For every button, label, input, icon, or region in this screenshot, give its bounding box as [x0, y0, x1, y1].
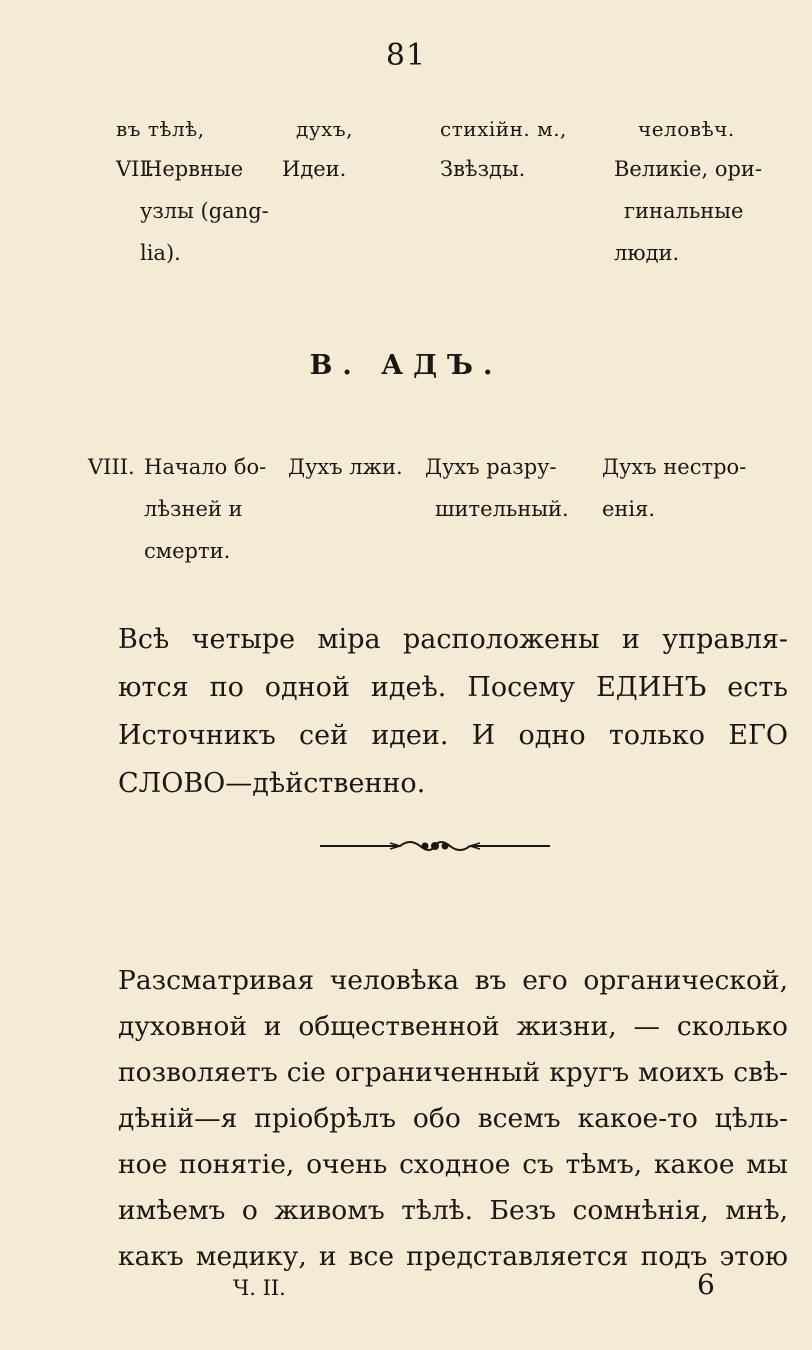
cell-line: Нервные	[144, 157, 244, 181]
cell-line: смерти.	[144, 539, 231, 563]
sheet-number: 6	[697, 1268, 715, 1301]
table-header-cell: человѣч.	[638, 117, 735, 141]
paragraph-line: ное понятіе, очень сходное съ тѣмъ, какое мы	[118, 1149, 788, 1180]
section-title: B. АДЪ.	[309, 350, 503, 381]
cell-line: Духъ разру-	[425, 455, 557, 479]
paragraph-line: Всѣ четыре міра расположены и управля-	[118, 624, 788, 655]
table-cell-organ	[140, 148, 269, 274]
cell-line: лѣзней и	[144, 497, 243, 521]
paragraph-line: дѣній—я пріобрѣлъ обо всемъ какое-то цѣль-	[118, 1103, 788, 1134]
cell-line: шительный.	[435, 497, 569, 521]
cell-line: Идеи.	[282, 157, 347, 181]
paragraph-four-worlds	[118, 616, 788, 808]
table-cell-spirit	[282, 148, 346, 190]
cell-line: енія.	[602, 497, 656, 521]
paragraph-body	[118, 958, 788, 1280]
cell-line: Великіе, ори-	[614, 157, 762, 181]
paragraph-line: СЛОВО—дѣйственно.	[118, 768, 426, 799]
table-cell-elemental	[440, 148, 525, 190]
cell-line: узлы (gang-	[140, 199, 269, 223]
cell-line: гинальные	[624, 199, 744, 223]
paragraph-line: духовной и общественной жизни, — сколько	[118, 1011, 788, 1042]
cell-line: Звѣзды.	[440, 157, 526, 181]
table-header-cell: стихійн. м.,	[440, 117, 567, 141]
cell-line: люди.	[614, 241, 680, 265]
table-header-cell: въ тѣлѣ,	[116, 117, 205, 141]
table-cell-human	[614, 148, 762, 274]
paragraph-line: Разсматривая человѣка въ его органической,	[118, 965, 788, 996]
table-cell-human	[602, 446, 746, 530]
table-cell-elemental	[425, 446, 569, 530]
table-cell-organ	[144, 446, 266, 572]
cell-line: lia).	[140, 241, 181, 265]
ornament-divider	[320, 834, 550, 858]
page-number: 81	[385, 38, 427, 73]
paragraph-line: Источникъ сей идеи. И одно только ЕГО	[118, 720, 788, 751]
paragraph-line: какъ медику, и все представляется подъ этою	[118, 1241, 788, 1272]
cell-line: Духъ нестро-	[602, 455, 747, 479]
paragraph-line: позволяетъ сіе ограниченный кругъ моихъ свѣ-	[118, 1057, 788, 1088]
cell-line: Духъ лжи.	[288, 455, 403, 479]
table-header-cell: духъ,	[296, 117, 353, 141]
paragraph-line: имѣемъ о живомъ тѣлѣ. Безъ сомнѣнія, мнѣ,	[118, 1195, 788, 1226]
cell-line: Начало бо-	[144, 455, 267, 479]
row-number: VIII.	[88, 455, 135, 479]
table-cell-spirit	[288, 446, 403, 488]
signature-mark: Ч. II.	[233, 1276, 286, 1300]
paragraph-line: ются по одной идеѣ. Посему ЕДИНЪ есть	[118, 672, 788, 703]
row-number: VII.	[116, 157, 155, 181]
